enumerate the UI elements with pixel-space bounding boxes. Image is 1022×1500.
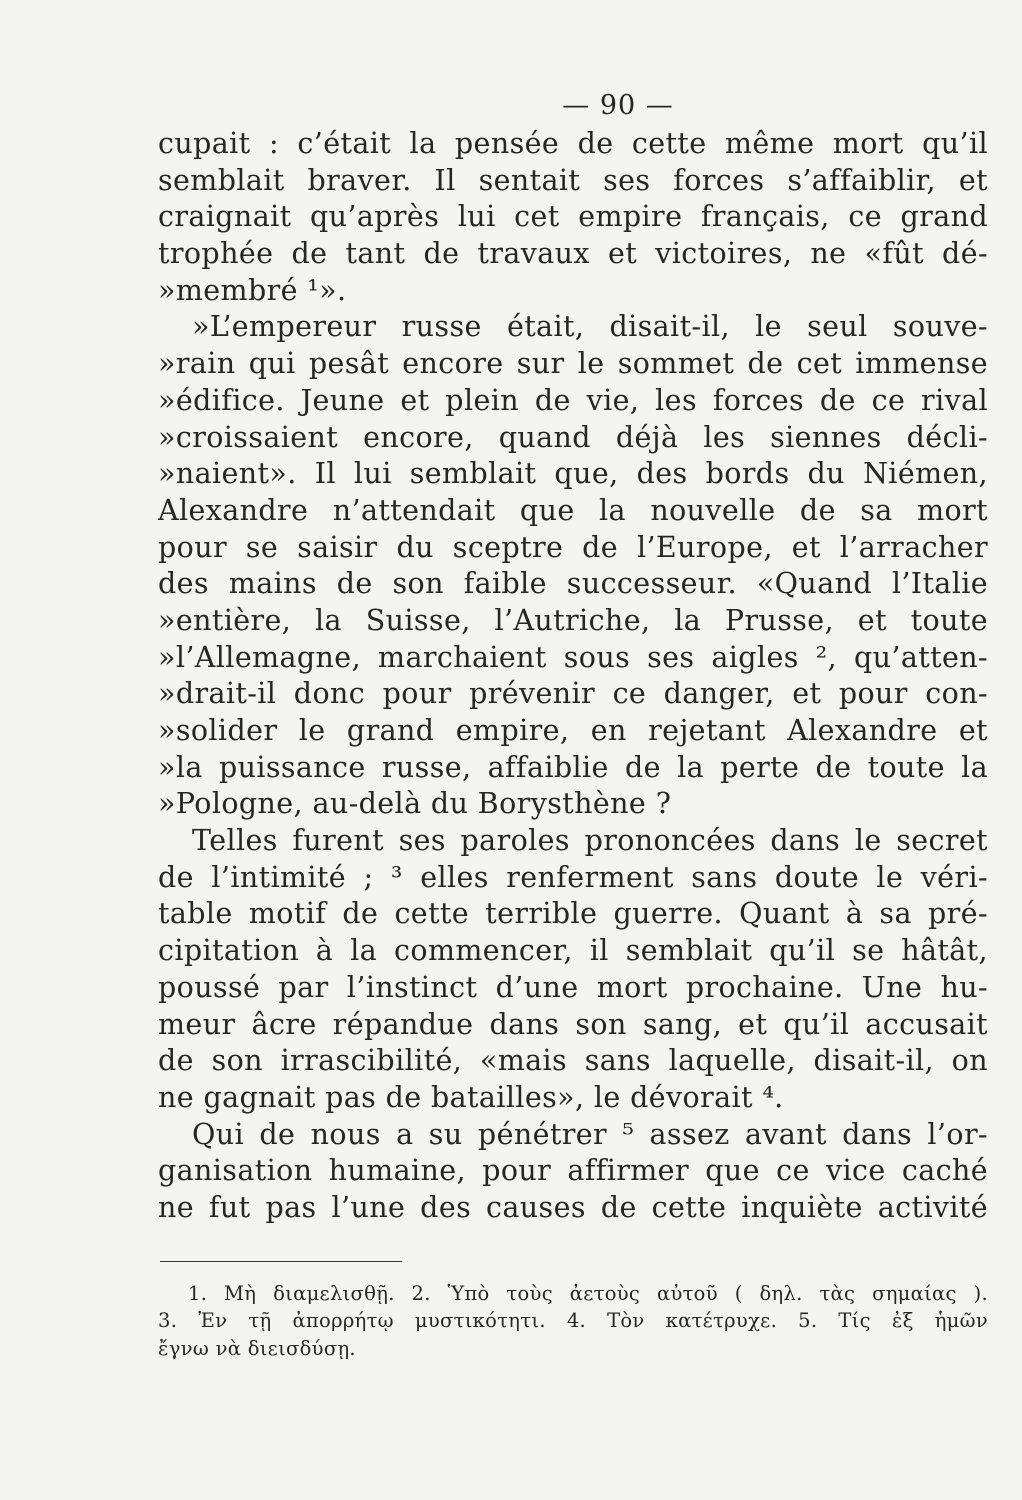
text-line: »solider le grand empire, en rejetant Alexandre et xyxy=(158,714,988,747)
text-line: des mains de son faible successeur. «Quand l’Italie xyxy=(158,567,988,601)
text-line: »Pologne, au-delà du Borysthène ? xyxy=(158,787,672,821)
text-line: meur âcre répandue dans son sang, et qu’il accusait xyxy=(158,1007,988,1041)
text-line: de son irrascibilité, «mais sans laquelle, disait-il, on xyxy=(158,1044,988,1078)
text-line: pour se saisir du sceptre de l’Europe, et l’arracher xyxy=(158,530,988,564)
footnote-divider xyxy=(160,1261,402,1262)
footnote-line: 3. Ἐν τῇ ἀπορρήτῳ μυστικότητι. 4. Τὸν κατέτρυχε. 5. Τίς ἐξ ἡμῶν xyxy=(158,1309,988,1333)
text-line: cupait : c’était la pensée de cette même mort qu’il xyxy=(158,127,988,160)
footnotes xyxy=(158,1280,988,1363)
text-line: »croissaient encore, quand déjà les siennes décli- xyxy=(158,420,988,454)
text-line: table motif de cette terrible guerre. Quant à sa pré- xyxy=(158,897,988,931)
text-line: »membré ¹». xyxy=(158,273,347,307)
text-line: Alexandre n’attendait que la nouvelle de sa mort xyxy=(158,493,988,527)
text-line: poussé par l’instinct d’une mort prochaine. Une hu- xyxy=(158,970,988,1004)
text-line: craignait qu’après lui cet empire français, ce grand xyxy=(158,200,988,234)
text-line: Qui de nous a su pénétrer ⁵ assez avant dans l’or- xyxy=(192,1117,988,1151)
text-line: cipitation à la commencer, il semblait qu’il se hâtât, xyxy=(158,934,988,968)
text-line: trophée de tant de travaux et victoires, ne «fût dé- xyxy=(158,237,988,271)
text-line: »drait-il donc pour prévenir ce danger, et pour con- xyxy=(158,677,988,711)
text-line: ganisation humaine, pour affirmer que ce vice caché xyxy=(158,1154,988,1188)
text-line: ne gagnait pas de batailles», le dévorait ⁴. xyxy=(158,1080,784,1114)
text-line: de l’intimité ; ³ elles renferment sans doute le véri- xyxy=(158,860,988,894)
text-line: »naient». Il lui semblait que, des bords du Niémen, xyxy=(158,457,988,491)
footnote-line: ἔγνω νὰ διεισδύσῃ. xyxy=(158,1336,356,1360)
text-line: »entière, la Suisse, l’Autriche, la Prusse, et toute xyxy=(158,603,988,637)
text-line: Telles furent ses paroles prononcées dans le secret xyxy=(192,824,988,858)
text-line: »édifice. Jeune et plein de vie, les forces de ce rival xyxy=(158,383,988,417)
text-line: »L’empereur russe était, disait-il, le seul souve- xyxy=(192,310,988,344)
page-number: — 90 — xyxy=(562,90,674,121)
text-line: »rain qui pesât encore sur le sommet de cet immense xyxy=(158,347,988,381)
text-line: »la puissance russe, affaiblie de la perte de toute la xyxy=(158,750,988,784)
footnote-line: 1. Μὴ διαμελισθῇ. 2. Ὑπὸ τοὺς ἀετοὺς αὐτοῦ ( δηλ. τὰς σημαίας ). xyxy=(188,1281,988,1305)
text-line: semblait braver. Il sentait ses forces s’affaiblir, et xyxy=(158,163,988,197)
body-text xyxy=(158,126,988,1227)
text-line: ne fut pas l’une des causes de cette inquiète activité xyxy=(158,1190,988,1224)
text-line: »l’Allemagne, marchaient sous ses aigles ², qu’atten- xyxy=(158,640,988,674)
